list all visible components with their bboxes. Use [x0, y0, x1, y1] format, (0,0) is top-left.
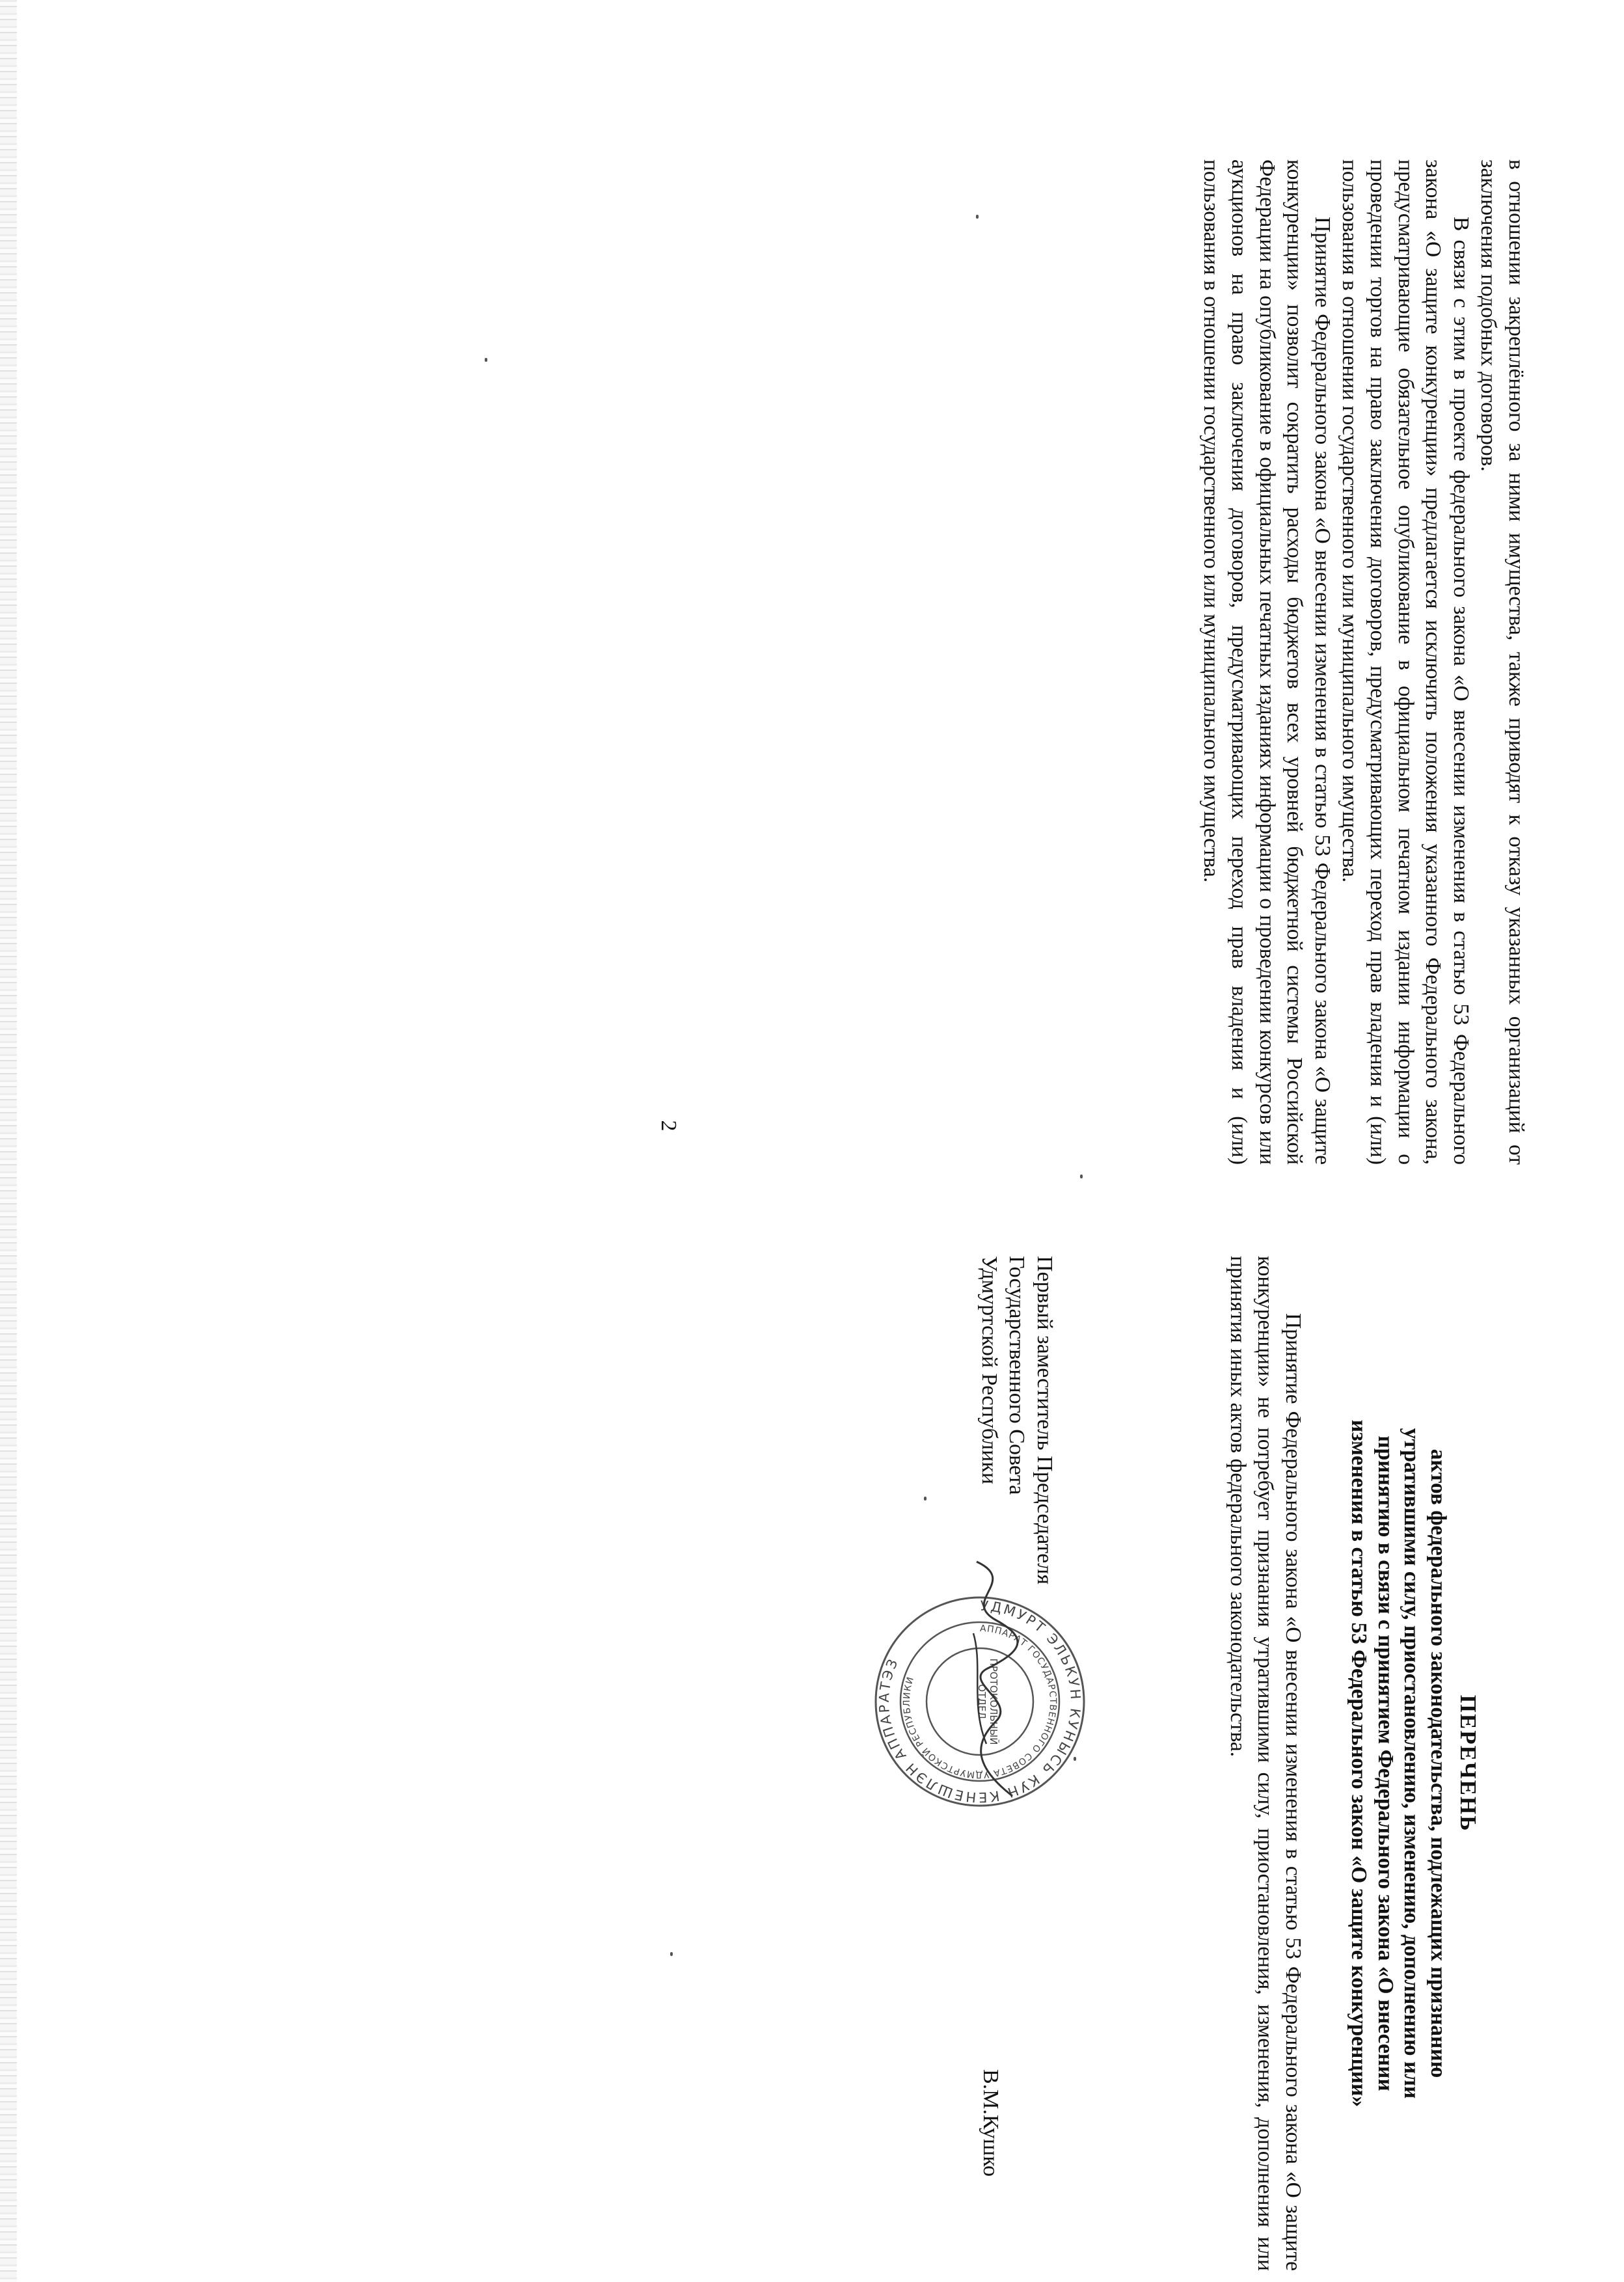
- list-title: ПЕРЕЧЕНЬ: [1455, 1694, 1481, 1832]
- signatory-title-line: Первый заместитель Председателя: [1033, 1256, 1057, 1584]
- acts-list-section: [1223, 1256, 1481, 2271]
- list-subtitle-line: изменения в статью 53 Федерального закон «О защите конкуренции»: [1347, 1419, 1372, 2108]
- explanatory-note-body: [1197, 159, 1530, 1165]
- list-subtitle-line: актов федерального законодательства, подлежащих признанию: [1426, 1448, 1450, 2078]
- list-subtitle-line: принятию в связи с принятием Федерального закона «О внесении: [1374, 1435, 1398, 2091]
- list-paragraph: Принятие Федерального закона «О внесении изменения в статью 53 Федерального закона «О защите конкуренции» не потребует признания утратившими силу, приостановления, изменения, дополнения или принятия иных актов федерального законодательства.: [1225, 1256, 1305, 2271]
- signatory-title-line: Удмуртской Республики: [977, 1256, 1001, 1485]
- signatory-title-line: Государственного Совета: [1005, 1256, 1029, 1495]
- list-subtitle: [1346, 1256, 1451, 2271]
- stamp-outer-text: УДМУРТ ЭЛЬКУН КУНЫСЬ КУН КЕНЕШЛЭН АППАРАТЭЗ: [876, 1597, 1084, 1806]
- paragraph-continuation: в отношении закреплённого за ними имущества, также приводят к отказу указанных организаций от заключения подобных договоров.: [1476, 159, 1528, 1165]
- paragraph-proposal: В связи с этим в проекте федерального закона «О внесении изменения в статью 53 Федерального закона «О защите конкуренции» предлагается исключить положения указанного Федерального закона, предусматривающие обязательное опубликование в официальном печатном издании информации о проведении торгов на право заключения договоров, предусматривающих переход прав владения и (или) пользования в отношении государственного или муниципального имущества.: [1338, 159, 1473, 1165]
- stamp-inner-text: АППАРАТ ГОСУДАРСТВЕННОГО СОВЕТА УДМУРТСКОЙ РЕСПУБЛИКИ: [901, 1623, 1059, 1780]
- stamp-center-text: ПРОТОКОЛЬНЫЙ ОТДЕЛ: [976, 1658, 999, 1745]
- handwritten-signature: [954, 1555, 1032, 1802]
- paragraph-savings: Принятие Федерального закона «О внесении изменения в статью 53 Федерального закона «О защите конкуренции» позволит сократить расходы бюджетов всех уровней бюджетной системы Российской Федерации на опубликование в официальных печатных изданиях информации о проведении конкурсов или аукционов на право заключения договоров, предусматривающих переход прав владения и (или) пользования в отношении государственного или муниципального имущества.: [1199, 159, 1334, 1165]
- signatory-name: В.М.Кушко: [979, 2069, 1003, 2177]
- list-subtitle-line: утратившими силу, приостановлению, изменению, дополнению или: [1400, 1428, 1424, 2099]
- page-number: 2: [656, 1120, 681, 1132]
